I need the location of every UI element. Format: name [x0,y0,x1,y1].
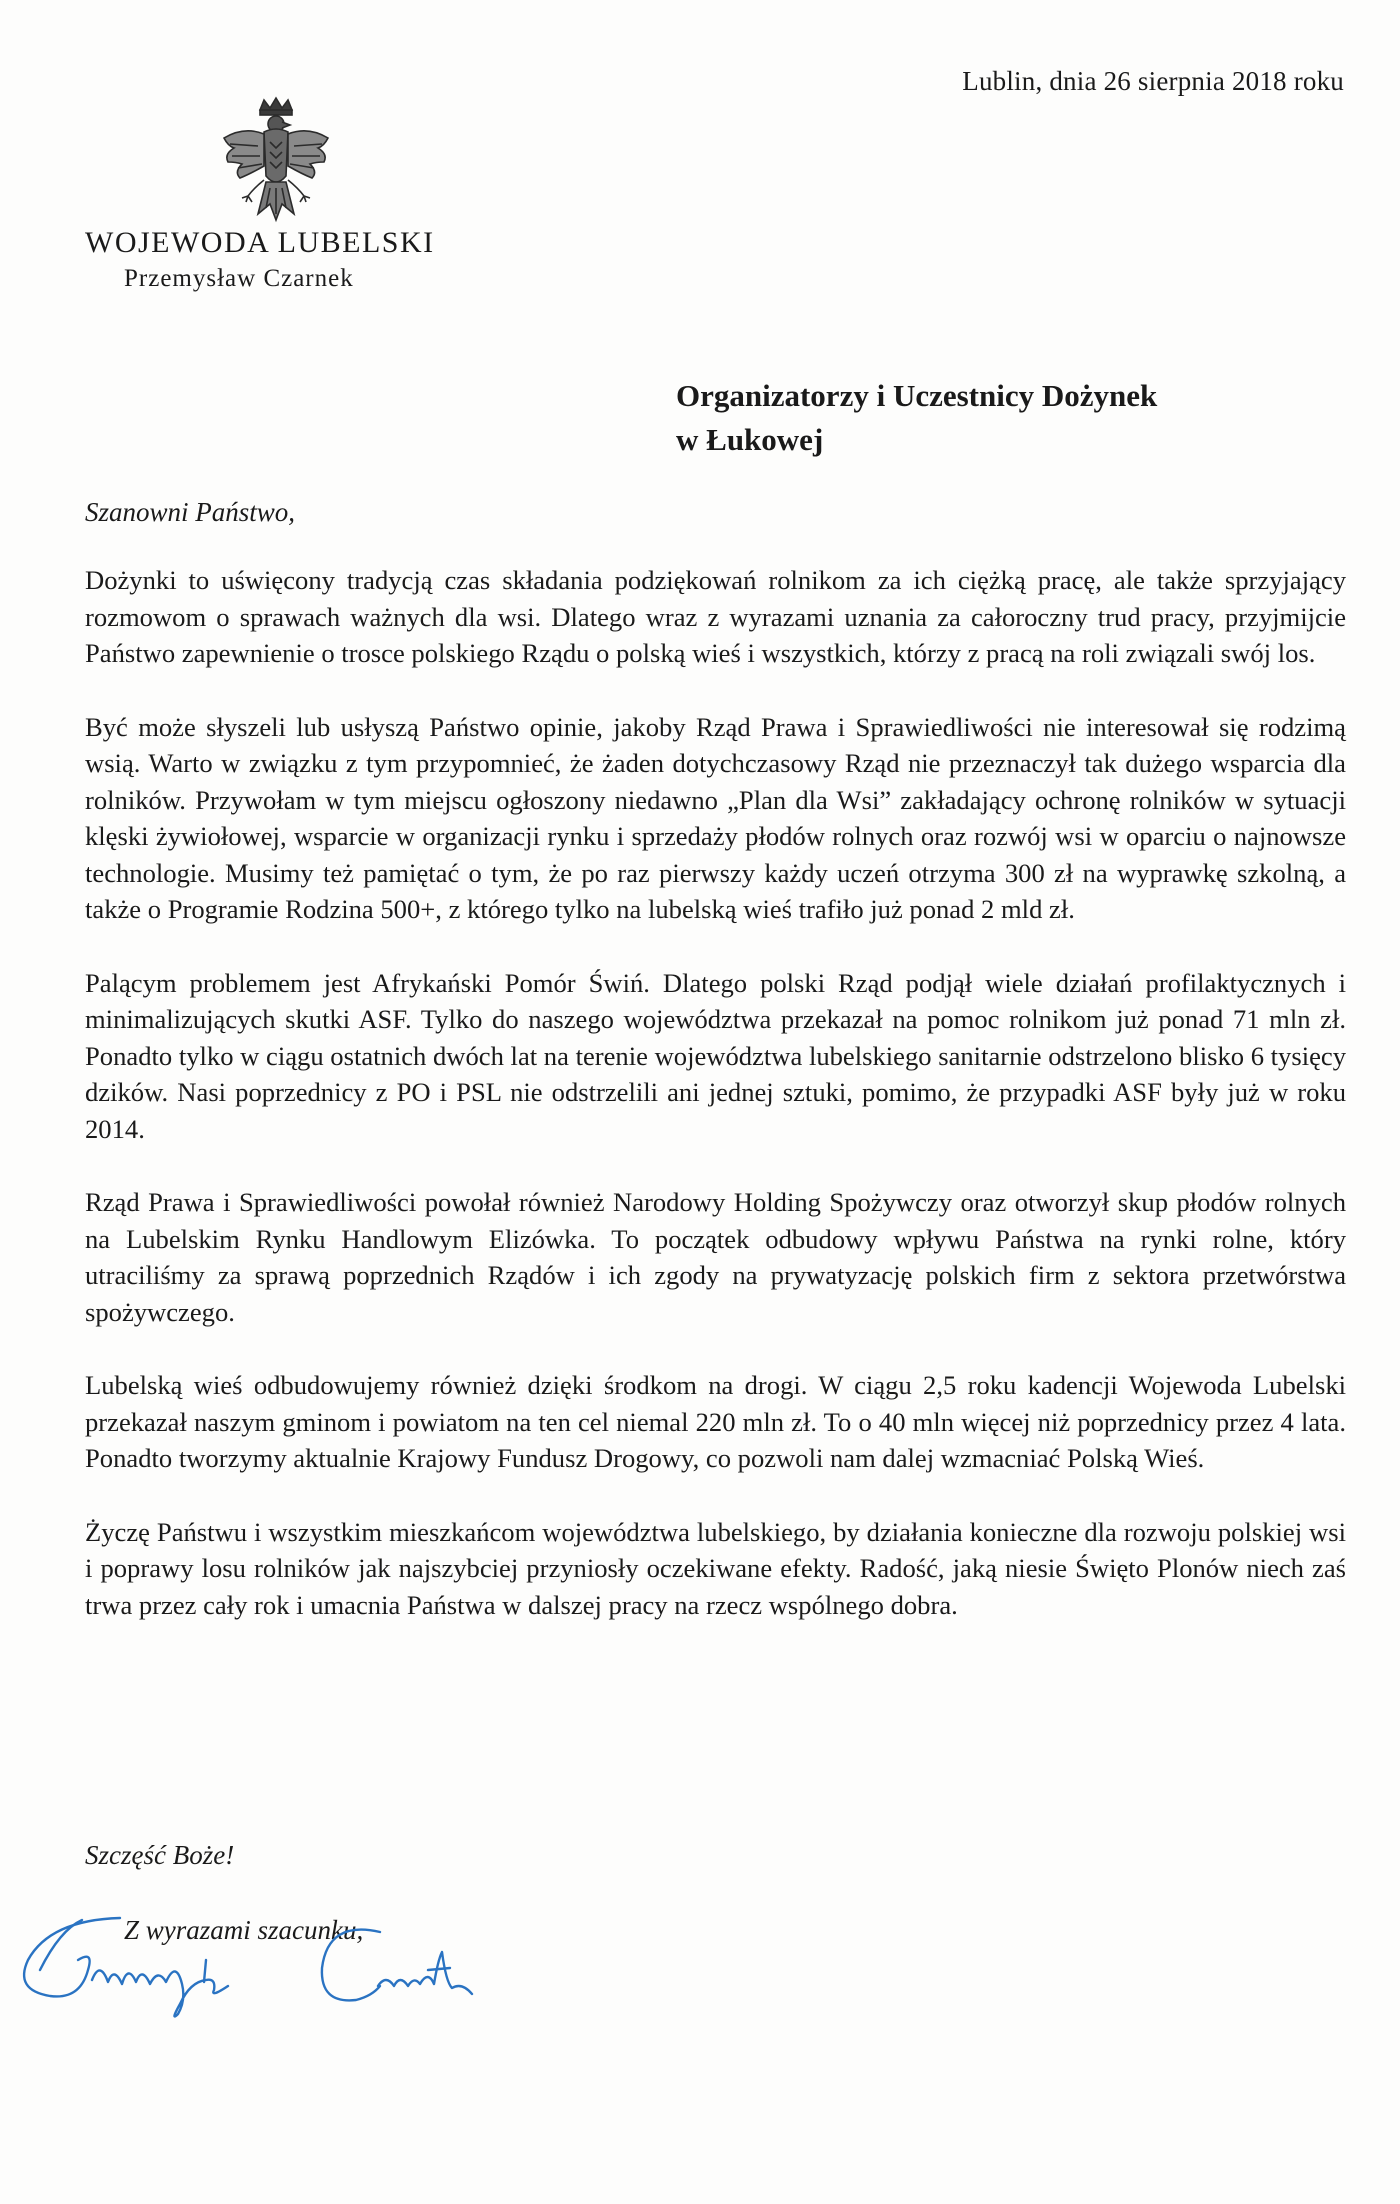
paragraph: Palącym problemem jest Afrykański Pomór Świń. Dlatego polski Rząd podjął wiele działań profilaktycznych i minimalizujących skutki ASF. Tylko do naszego województwa przekazał na pomoc rolnikom już ponad 71 mln zł. Ponadto tylko w ciągu ostatnich dwóch lat na terenie województwa lubelskiego sanitarnie odstrzelono blisko 6 tysięcy dzików. Nasi poprzednicy z PO i PSL nie odstrzelili ani jednej sztuki, pomimo, że przypadki ASF były już w roku 2014. [85,967,1346,1144]
recipient-line-2: w Łukowej [676,422,824,457]
office-holder-name: Przemysław Czarnek [124,265,354,292]
paragraph: Dożynki to uświęcony tradycją czas składania podziękowań rolnikom za ich ciężką pracę, ale także sprzyjający rozmowom o sprawach ważnych dla wsi. Dlatego wraz z wyrazami uznania za całoroczny trud pracy, przyjmijcie Państwo zapewnienie o trosce polskiego Rządu o polską wieś i wszystkich, którzy z pracą na roli związali swój los. [85,565,1346,668]
recipient-line-1: Organizatorzy i Uczestnicy Dożynek [676,378,1158,413]
letter-body [85,562,1346,1660]
paragraph: Być może słyszeli lub usłyszą Państwo opinie, jakoby Rząd Prawa i Sprawiedliwości nie interesował się rodzimą wsią. Warto w związku z tym przypomnieć, że żaden dotychczasowy Rząd nie przeznaczył tak dużego wsparcia dla rolników. Przywołam w tym miejscu ogłoszony niedawno „Plan dla Wsi” zakładający ochronę rolników w sytuacji klęski żywiołowej, wsparcie w organizacji rynku i sprzedaży płodów rolnych oraz rozwój wsi w oparciu o najnowsze technologie. Musimy też pamiętać o tym, że po raz pierwszy każdy uczeń otrzyma 300 zł na wyprawkę szkolną, a także o Programie Rodzina 500+, z którego tylko na lubelską wieś trafiło już ponad 2 mld zł. [85,711,1346,924]
recipient-block [676,374,1157,462]
closing-blessing: Szczęść Boże! [85,1840,235,1870]
polish-eagle-emblem-icon [214,96,338,236]
paragraph: Lubelską wieś odbudowujemy również dzięki środkom na drogi. W ciągu 2,5 roku kadencji Wojewoda Lubelski przekazał naszym gminom i powiatom na ten cel niemal 220 mln zł. To o 40 mln więcej niż poprzednicy przez 4 lata. Ponadto tworzymy aktualnie Krajowy Fundusz Drogowy, co pozwoli nam dalej wzmacniać Polską Wieś. [85,1370,1346,1473]
salutation: Szanowni Państwo, [85,497,296,527]
paragraph: Rząd Prawa i Sprawiedliwości powołał również Narodowy Holding Spożywczy oraz otworzył skup płodów rolnych na Lubelskim Rynku Handlowym Elizówka. To początek odbudowy wpływu Państwa na rynki rolne, który utraciliśmy za sprawą poprzednich Rządów i ich zgody na prywatyzację polskich firm z sektora przetwórstwa spożywczego. [85,1187,1346,1327]
paragraph: Życzę Państwu i wszystkim mieszkańcom województwa lubelskiego, by działania konieczne dla rozwoju polskiej wsi i poprawy losu rolników jak najszybciej przyniosły oczekiwane efekty. Radość, jaką niesie Święto Plonów niech zaś trwa przez cały rok i umacnia Państwa w dalszej pracy na rzecz wspólnego dobra. [85,1516,1346,1620]
letter-date: Lublin, dnia 26 sierpnia 2018 roku [962,66,1344,96]
handwritten-signature-icon [10,1890,480,2040]
office-title: WOJEWODA LUBELSKI [85,226,435,259]
regards-line: Z wyrazami szacunku, [124,1915,364,1945]
